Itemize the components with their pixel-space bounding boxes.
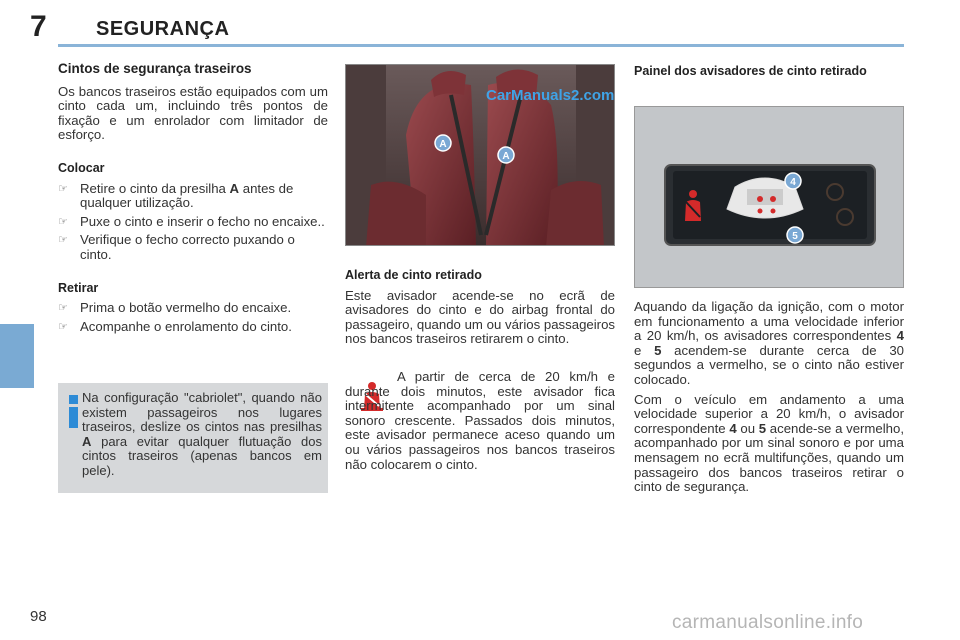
site-watermark: carmanualsonline.info — [672, 612, 864, 633]
list-item — [58, 215, 328, 230]
info-icon — [66, 395, 82, 429]
list-item — [58, 233, 328, 262]
warning-panel-illustration — [635, 107, 904, 288]
photo-label-a-right: A — [502, 151, 510, 162]
warning-panel-image — [634, 106, 904, 288]
belt-alert-text: Este avisador acende-se no ecrã de avisadores do cinto e do airbag frontal do passageiro, quando um ou vários passageiros nos bancos traseiros retirarem o cinto. — [345, 287, 615, 347]
speed-alert-text: A partir de cerca de 20 km/h e durante dois minutos, este avisador fica intermitente acompanhado por um sinal sonoro crescente. Passados dois minutos, este avisador permanece aceso quando um ou vários passageiros nos bancos traseiros não colocarem o cinto. — [345, 369, 615, 472]
fasten-heading: Colocar — [58, 160, 105, 175]
panel-label-5: 5 — [792, 231, 798, 242]
panel-label-4: 4 — [790, 177, 796, 188]
label-a: A — [82, 433, 92, 449]
cabriolet-info-text: Na configuração "cabriolet", quando não existem passageiros nos lugares traseiros, deslize os cintos nas presilhas A para evitar qualquer flutuação dos cintos traseiros (apenas bancos em pele). — [82, 390, 322, 478]
photo-label-a-left: A — [439, 139, 447, 150]
label-a: A — [229, 180, 240, 196]
list-item-text: antes de qualquer utilização. — [80, 180, 294, 211]
belt-alert-heading: Alerta de cinto retirado — [345, 268, 482, 282]
rear-seats-photo — [345, 64, 615, 246]
pointing-hand-icon: ☞ — [58, 182, 68, 195]
warning-panel-heading-block — [634, 64, 904, 85]
rear-belts-intro: Os bancos traseiros estão equipados com um cinto cada um, incluindo três pontos de fixação e um enrolador com limitador de esforço. — [58, 83, 328, 143]
speed-alert-section — [345, 370, 615, 477]
chapter-number: 7 — [30, 10, 47, 43]
page-number: 98 — [30, 608, 47, 625]
panel-paragraph-1: Aquando da ligação da ignição, com o motor em funcionamento a uma velocidade inferior a 20 km/h, os avisadores correspondentes 4 e 5 acendem-se durante cerca de 30 segundos a vermelho, se o cinto não estiver colocado. — [634, 299, 905, 387]
list-item — [58, 320, 328, 335]
list-item-text: Verifique o fecho correcto puxando o cinto. — [80, 232, 295, 262]
list-item — [58, 301, 328, 316]
panel-paragraph-2: Com o veículo em andamento a uma velocidade superior a 20 km/h, o avisador correspondente 4 ou 5 acende-se a vermelho, acompanhado por um sinal sonoro e por uma mensagem no ecrã multifunções, quando um passageiro dos bancos traseiros retirar o cinto de segurança. — [634, 391, 904, 495]
list-item-text: Prima o botão vermelho do encaixe. — [80, 300, 292, 316]
belt-alert-section — [345, 268, 615, 352]
rear-belts-column — [58, 62, 328, 338]
list-item-text: Puxe o cinto e inserir o fecho no encaixe.. — [80, 213, 325, 229]
warning-panel-heading: Painel dos avisadores de cinto retirado — [634, 64, 867, 78]
cabriolet-info-box — [58, 383, 328, 493]
chapter-side-tab — [0, 324, 34, 388]
pointing-hand-icon: ☞ — [58, 302, 68, 315]
panel-description — [634, 300, 904, 500]
list-item-text: Acompanhe o enrolamento do cinto. — [80, 318, 292, 334]
remove-heading: Retirar — [58, 280, 99, 295]
pointing-hand-icon: ☞ — [58, 215, 68, 228]
list-item-text: Retire o cinto da presilha — [80, 180, 230, 196]
chapter-title: SEGURANÇA — [96, 18, 230, 40]
pointing-hand-icon: ☞ — [58, 320, 68, 333]
header-rule — [58, 44, 904, 47]
rear-belts-heading: Cintos de segurança traseiros — [58, 61, 252, 76]
photo-watermark: CarManuals2.com — [486, 87, 615, 104]
pointing-hand-icon: ☞ — [58, 234, 68, 247]
list-item — [58, 182, 328, 211]
